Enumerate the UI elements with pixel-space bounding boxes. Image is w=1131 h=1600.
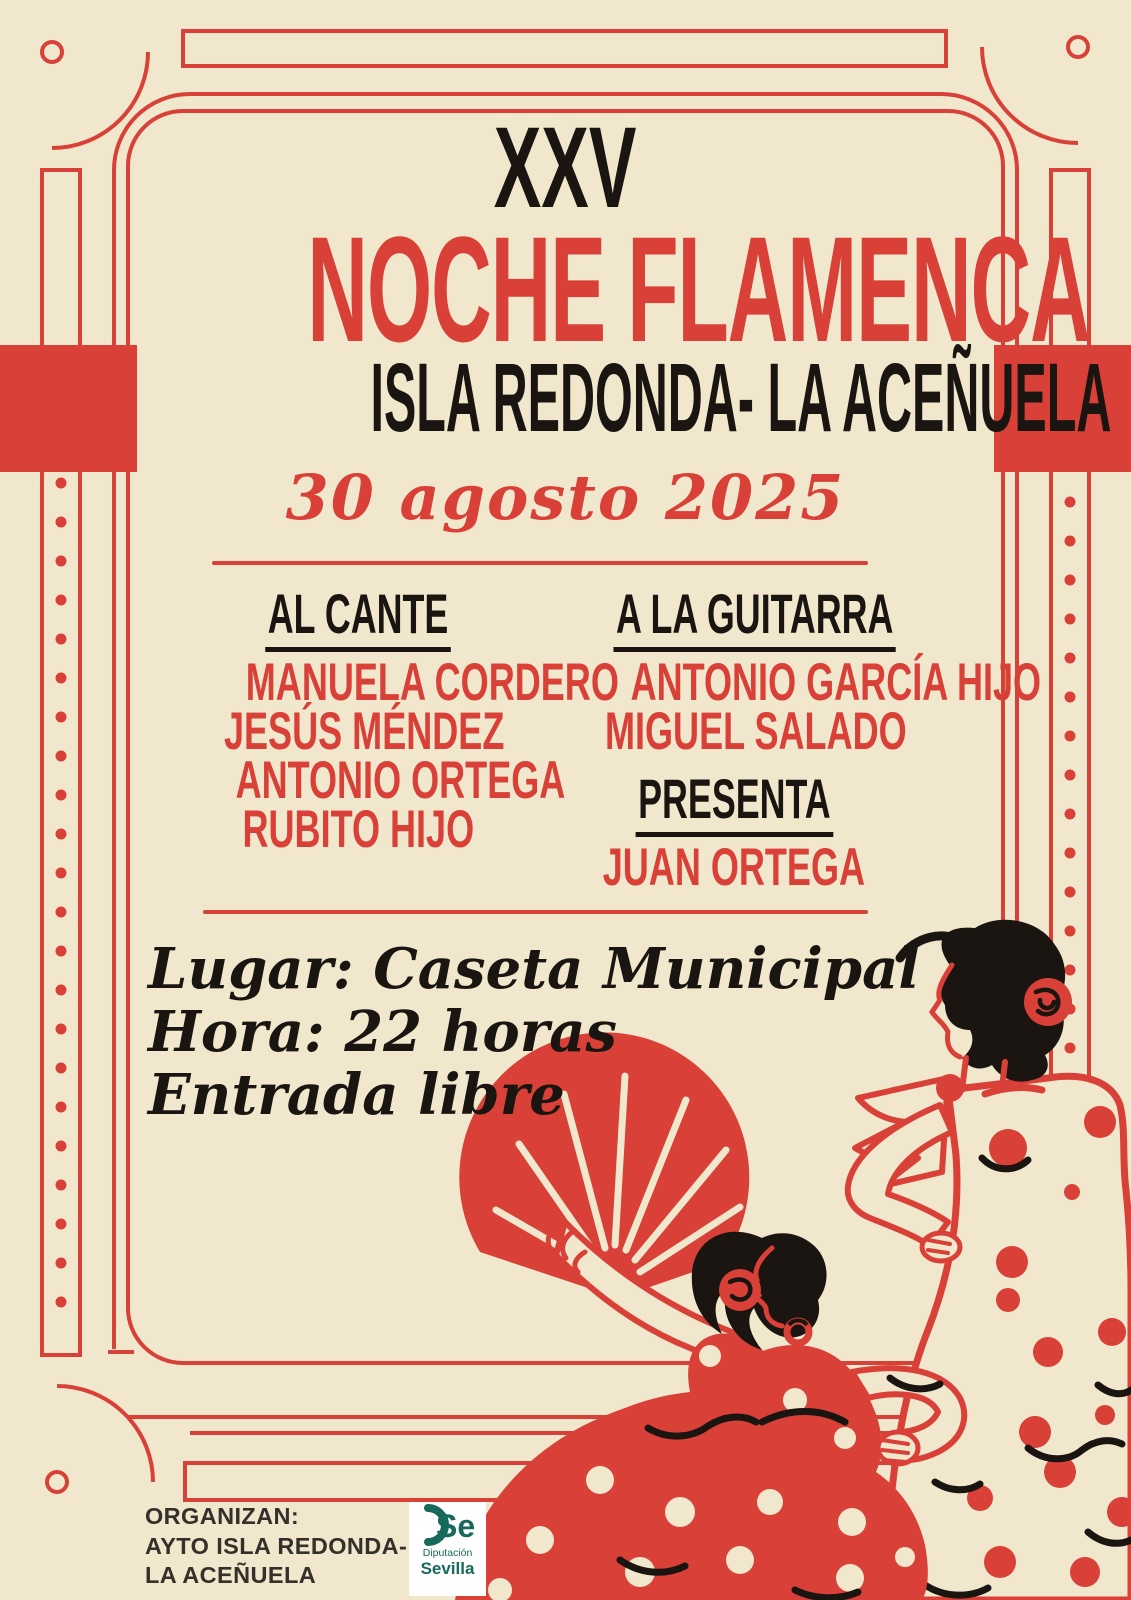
- logo-line1: Diputación: [422, 1547, 473, 1559]
- lineup-guitarra: [534, 582, 1042, 761]
- lineup-cante: [158, 582, 619, 859]
- organizers-text: ORGANIZAN: AYTO ISLA REDONDA- LA ACEÑUELA: [145, 1503, 408, 1588]
- divider-bottom: [203, 910, 868, 914]
- page-title: NOCHE FLAMENCA: [307, 205, 1090, 373]
- page-subtitle: ISLA REDONDA- LA ACEÑUELA: [370, 343, 1112, 452]
- title-roman-numeral: XXV: [494, 104, 637, 232]
- detail-place: Lugar: Caseta Municipal: [148, 936, 920, 1002]
- event-details: [148, 938, 920, 1127]
- guitarra-name: ANTONIO GARCÍA HIJO: [630, 653, 1042, 712]
- dse-logo-mark: [416, 1504, 480, 1546]
- logo-line2: Sevilla: [420, 1559, 475, 1578]
- divider-top: [212, 561, 868, 565]
- detail-entry: Entrada libre: [148, 1062, 565, 1128]
- svg-text:Se: Se: [435, 1508, 475, 1544]
- presenta-name: JUAN ORTEGA: [602, 838, 866, 897]
- cante-name: RUBITO HIJO: [242, 800, 474, 859]
- guitarra-name: MIGUEL SALADO: [604, 702, 907, 761]
- event-date: 30 agosto 2025: [285, 461, 846, 534]
- guitarra-heading: A LA GUITARRA: [534, 583, 934, 652]
- cante-name: JESÚS MÉNDEZ: [223, 702, 505, 761]
- diputacion-sevilla-logo: [409, 1502, 486, 1596]
- presenta-heading: PRESENTA: [534, 768, 934, 837]
- cante-name: ANTONIO ORTEGA: [235, 751, 566, 810]
- cante-heading: AL CANTE: [158, 583, 558, 652]
- detail-time: Hora: 22 horas: [148, 999, 618, 1065]
- cante-name: MANUELA CORDERO: [245, 653, 619, 712]
- lineup-presenta: [534, 767, 934, 897]
